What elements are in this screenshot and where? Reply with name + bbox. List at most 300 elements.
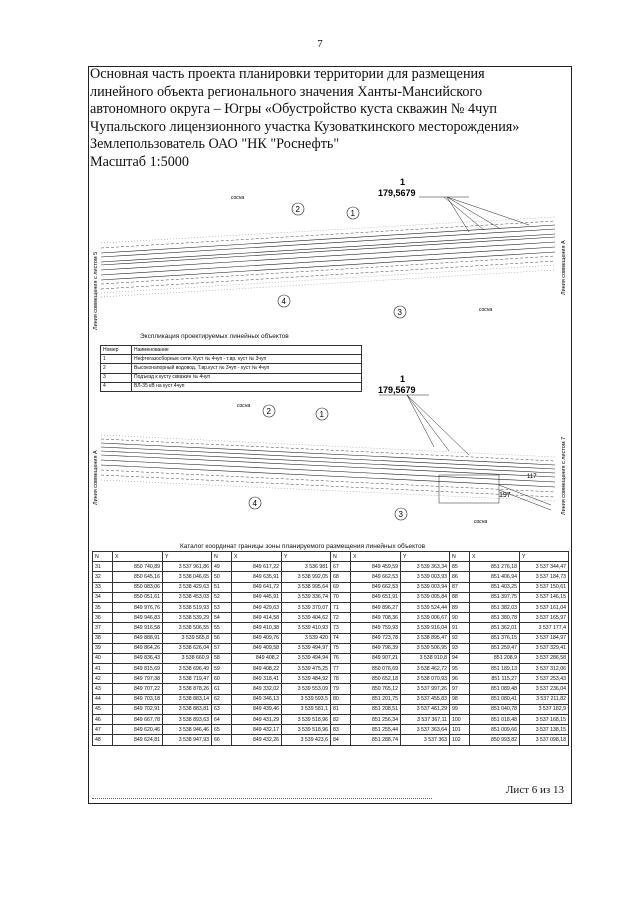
catalog-cell: 95 <box>450 664 470 674</box>
catalog-cell: 3 538 453,03 <box>163 592 212 602</box>
legend-cell: Нефтегазосборные сети. Куст № 4чуп - т.вр. куст № 3чуп <box>132 355 362 364</box>
catalog-cell: 71 <box>331 602 351 612</box>
catalog-cell: 849 707,22 <box>113 684 163 694</box>
header-line: Основная часть проекта планировки территории для размещения <box>90 66 485 82</box>
catalog-cell: 851 376,15 <box>470 633 520 643</box>
legend-cell: 2 <box>101 364 132 373</box>
catalog-cell: 3 539 494,94 <box>282 653 331 663</box>
catalog-cell: 851 208,51 <box>351 704 401 714</box>
catalog-cell: 3 539 518,96 <box>282 725 331 735</box>
catalog-cell: 3 538 895,47 <box>401 633 450 643</box>
catalog-cell: 851 089,48 <box>470 684 520 694</box>
catalog-cell: 3 539 005,84 <box>401 592 450 602</box>
catalog-cell: 3 537 461,29 <box>401 704 450 714</box>
catalog-row <box>93 582 569 592</box>
catalog-cell: 61 <box>212 684 232 694</box>
legend <box>100 333 362 392</box>
catalog-cell: 63 <box>212 704 232 714</box>
catalog-cell: 849 318,41 <box>232 674 282 684</box>
catalog-cell: 3 538 626,04 <box>163 643 212 653</box>
catalog-cell: 851 189,13 <box>470 664 520 674</box>
top-right-margin-label: Линия совмещения А <box>561 240 567 295</box>
catalog-cell: 3 539 494,97 <box>282 643 331 653</box>
bottom-fragment <box>93 374 567 525</box>
catalog-cell: 3 537 363,64 <box>401 725 450 735</box>
catalog-cell: 3 537 161,04 <box>520 602 569 612</box>
catalog-cell: 86 <box>450 572 470 582</box>
catalog-cell: 67 <box>331 562 351 572</box>
catalog-cell: 850 083,06 <box>113 582 163 592</box>
catalog-cell: 3 539 518,96 <box>282 715 331 725</box>
catalog-cell: 35 <box>93 602 113 612</box>
catalog-cell: 849 896,27 <box>351 602 401 612</box>
catalog-row <box>93 725 569 735</box>
catalog-header-cell: X <box>470 552 520 562</box>
catalog-cell: 3 537 211,82 <box>520 694 569 704</box>
catalog-cell: 850 076,69 <box>351 664 401 674</box>
catalog-cell: 849 439,46 <box>232 704 282 714</box>
catalog-cell: 849 620,46 <box>113 725 163 735</box>
catalog-cell: 77 <box>331 664 351 674</box>
catalog-row <box>93 572 569 582</box>
catalog-cell: 3 537 182,9 <box>520 704 569 714</box>
catalog-cell: 851 115,27 <box>470 674 520 684</box>
legend-cell: 1 <box>101 355 132 364</box>
top-marker-3 <box>394 306 406 318</box>
catalog-cell: 849 445,91 <box>232 592 282 602</box>
catalog-cell: 3 537 455,83 <box>401 694 450 704</box>
top-marker-1 <box>347 207 359 219</box>
catalog-cell: 849 431,29 <box>232 715 282 725</box>
header-line: линейного объекта регионального значения Ханты-Мансийского <box>90 83 483 100</box>
catalog-cell: 78 <box>331 674 351 684</box>
catalog-cell: 849 408,2 <box>232 653 282 663</box>
catalog-cell: 3 539 006,67 <box>401 613 450 623</box>
catalog-cell: 48 <box>93 735 113 745</box>
catalog-cell: 89 <box>450 602 470 612</box>
catalog-row <box>93 623 569 633</box>
catalog-cell: 849 641,72 <box>232 582 282 592</box>
catalog-cell: 64 <box>212 715 232 725</box>
legend-header: Наименование <box>132 346 362 355</box>
catalog-header-cell: Y <box>163 552 212 562</box>
catalog-cell: 851 040,78 <box>470 704 520 714</box>
catalog-cell: 3 539 593,5 <box>282 694 331 704</box>
catalog-header-cell: Y <box>520 552 569 562</box>
top-callout-value: 179,5679 <box>378 188 416 198</box>
catalog-cell: 851 018,48 <box>470 715 520 725</box>
catalog-cell: 3 539 363,34 <box>401 562 450 572</box>
catalog-cell: 3 537 098,18 <box>520 735 569 745</box>
catalog-cell: 3 538 660,9 <box>163 653 212 663</box>
marker-label: 1 <box>350 209 355 218</box>
catalog-cell: 3 539 410,93 <box>282 623 331 633</box>
catalog-cell: 849 723,78 <box>351 633 401 643</box>
catalog-cell: 34 <box>93 592 113 602</box>
catalog-row <box>93 684 569 694</box>
catalog-cell: 850 740,89 <box>113 562 163 572</box>
catalog-cell: 33 <box>93 582 113 592</box>
catalog-cell: 97 <box>450 684 470 694</box>
bottom-right-margin-label: Линия совмещения с листом 7 <box>561 436 567 515</box>
catalog-cell: 82 <box>331 715 351 725</box>
catalog-cell: 94 <box>450 653 470 663</box>
header-line: автономного округа – Югры «Обустройство куста скважин № 4чуп <box>90 101 497 118</box>
catalog-row <box>93 613 569 623</box>
catalog-cell: 851 382,03 <box>470 602 520 612</box>
catalog-cell: 849 409,76 <box>232 633 282 643</box>
catalog-cell: 3 537 312,06 <box>520 664 569 674</box>
catalog-cell: 42 <box>93 674 113 684</box>
catalog-cell: 849 815,69 <box>113 664 163 674</box>
catalog-cell: 3 539 581,1 <box>282 704 331 714</box>
marker-label: 3 <box>397 308 402 317</box>
catalog-cell: 43 <box>93 684 113 694</box>
catalog-cell: 3 537 165,97 <box>520 613 569 623</box>
bottom-marker-1 <box>316 408 328 420</box>
catalog-cell: 3 538 519,93 <box>163 602 212 612</box>
catalog-cell: 3 537 150,61 <box>520 582 569 592</box>
catalog-cell: 849 796,39 <box>351 643 401 653</box>
bottom-marker-4 <box>249 497 261 509</box>
catalog-cell: 850 652,18 <box>351 674 401 684</box>
catalog-cell: 47 <box>93 725 113 735</box>
catalog-cell: 850 765,12 <box>351 684 401 694</box>
marker-label: 1 <box>319 410 324 419</box>
catalog-cell: 3 539 003,93 <box>401 572 450 582</box>
catalog-cell: 59 <box>212 664 232 674</box>
page-number: 7 <box>317 38 323 50</box>
coordinate-catalog <box>92 551 569 746</box>
catalog-cell: 3 537 329,41 <box>520 643 569 653</box>
catalog-cell: 849 332,02 <box>232 684 282 694</box>
marker-label: 2 <box>295 205 300 214</box>
catalog-row <box>93 602 569 612</box>
catalog-cell: 44 <box>93 694 113 704</box>
catalog-cell: 849 946,83 <box>113 613 163 623</box>
catalog-header-cell: X <box>232 552 282 562</box>
catalog-cell: 31 <box>93 562 113 572</box>
catalog-cell: 851 259,47 <box>470 643 520 653</box>
catalog-cell: 3 539 404,62 <box>282 613 331 623</box>
catalog-cell: 50 <box>212 572 232 582</box>
catalog-cell: 850 993,82 <box>470 735 520 745</box>
catalog-cell: 849 408,22 <box>232 664 282 674</box>
catalog-cell: 849 432,26 <box>232 735 282 745</box>
catalog-header-cell: X <box>351 552 401 562</box>
catalog-row <box>93 704 569 714</box>
catalog-header-cell: N <box>450 552 470 562</box>
catalog-body <box>93 562 569 745</box>
catalog-cell: 849 410,38 <box>232 623 282 633</box>
catalog-cell: 849 976,76 <box>113 602 163 612</box>
catalog-cell: 75 <box>331 643 351 653</box>
bottom-callout-value: 179,5679 <box>378 385 416 395</box>
catalog-cell: 851 201,75 <box>351 694 401 704</box>
catalog-cell: 849 459,59 <box>351 562 401 572</box>
header-line: Чупальского лицензионного участка Кузоваткинского месторождения» <box>90 118 520 135</box>
catalog-cell: 3 539 003,94 <box>401 582 450 592</box>
catalog-cell: 85 <box>450 562 470 572</box>
catalog-cell: 849 708,36 <box>351 613 401 623</box>
catalog-cell: 850 051,61 <box>113 592 163 602</box>
bottom-callout-number: 1 <box>400 374 406 384</box>
bottom-small-label: сосна <box>237 403 251 409</box>
catalog-cell: 92 <box>450 633 470 643</box>
bottom-left-margin-label: Линия совмещения А <box>93 450 99 505</box>
catalog-cell: 80 <box>331 694 351 704</box>
catalog-cell: 49 <box>212 562 232 572</box>
catalog-cell: 849 624,81 <box>113 735 163 745</box>
catalog-cell: 849 662,53 <box>351 572 401 582</box>
catalog-cell: 45 <box>93 704 113 714</box>
catalog-cell: 79 <box>331 684 351 694</box>
catalog-cell: 849 702,91 <box>113 704 163 714</box>
legend-row <box>101 364 362 373</box>
catalog-cell: 101 <box>450 725 470 735</box>
catalog-cell: 3 538 462,72 <box>401 664 450 674</box>
catalog-cell: 32 <box>93 572 113 582</box>
catalog-cell: 3 539 506,95 <box>401 643 450 653</box>
catalog-cell: 70 <box>331 592 351 602</box>
catalog-cell: 53 <box>212 602 232 612</box>
catalog-cell: 849 662,53 <box>351 582 401 592</box>
catalog-cell: 36 <box>93 613 113 623</box>
catalog-cell: 850 645,16 <box>113 572 163 582</box>
catalog-cell: 102 <box>450 735 470 745</box>
catalog-cell: 3 537 253,43 <box>520 674 569 684</box>
catalog-cell: 3 538 946,46 <box>163 725 212 735</box>
catalog-cell: 54 <box>212 613 232 623</box>
header-line: Масштаб 1:5000 <box>90 153 189 170</box>
catalog-cell: 96 <box>450 674 470 684</box>
catalog-header-cell: N <box>331 552 351 562</box>
catalog-cell: 849 667,78 <box>113 715 163 725</box>
sheet-label: Лист 6 из 13 <box>505 784 564 796</box>
catalog-cell: 851 406,94 <box>470 572 520 582</box>
catalog-cell: 851 208,9 <box>470 653 520 663</box>
catalog-cell: 851 362,01 <box>470 623 520 633</box>
catalog-row <box>93 562 569 572</box>
legend-cell: ВЛ-35 кВ на куст 4чуп <box>132 382 362 391</box>
catalog-table <box>92 551 569 746</box>
catalog-cell: 37 <box>93 623 113 633</box>
catalog-cell: 3 539 475,25 <box>282 664 331 674</box>
catalog-cell: 51 <box>212 582 232 592</box>
catalog-cell: 3 537 997,26 <box>401 684 450 694</box>
catalog-row <box>93 653 569 663</box>
catalog-cell: 851 255,44 <box>351 725 401 735</box>
catalog-row <box>93 664 569 674</box>
top-marker-2 <box>292 203 304 215</box>
catalog-cell: 55 <box>212 623 232 633</box>
legend-row <box>101 373 362 382</box>
catalog-cell: 3 537 146,15 <box>520 592 569 602</box>
catalog-cell: 851 256,34 <box>351 715 401 725</box>
catalog-cell: 91 <box>450 623 470 633</box>
top-small-label: сосна <box>231 195 245 201</box>
document-header <box>90 66 570 172</box>
legend-cell: Высоконапорный водовод. Т.вр.куст № 3чуп - куст № 4чуп <box>132 364 362 373</box>
catalog-cell: 3 538 883,14 <box>163 694 212 704</box>
legend-table <box>100 345 362 392</box>
catalog-header-cell: Y <box>282 552 331 562</box>
catalog-cell: 3 537 168,15 <box>520 715 569 725</box>
catalog-cell: 56 <box>212 633 232 643</box>
catalog-cell: 98 <box>450 694 470 704</box>
catalog-row <box>93 715 569 725</box>
catalog-cell: 3 537 177,4 <box>520 623 569 633</box>
catalog-cell: 3 538 947,93 <box>163 735 212 745</box>
top-callout-number: 1 <box>400 177 406 187</box>
catalog-cell: 3 537 184,73 <box>520 572 569 582</box>
catalog-header-cell: N <box>93 552 113 562</box>
catalog-cell: 3 538 992,05 <box>282 572 331 582</box>
catalog-cell: 93 <box>450 643 470 653</box>
catalog-cell: 60 <box>212 674 232 684</box>
catalog-row <box>93 694 569 704</box>
catalog-title: Каталог координат границы зоны планируемого размещения линейных объектов <box>180 543 426 550</box>
catalog-cell: 3 538 696,49 <box>163 664 212 674</box>
catalog-cell: 3 539 370,07 <box>282 602 331 612</box>
top-marker-4 <box>278 295 290 307</box>
catalog-cell: 849 836,43 <box>113 653 163 663</box>
catalog-row <box>93 735 569 745</box>
catalog-cell: 849 635,91 <box>232 572 282 582</box>
catalog-cell: 76 <box>331 653 351 663</box>
catalog-cell: 83 <box>331 725 351 735</box>
catalog-row <box>93 643 569 653</box>
legend-header: Номер <box>101 346 132 355</box>
catalog-cell: 3 537 286,58 <box>520 653 569 663</box>
catalog-cell: 87 <box>450 582 470 592</box>
catalog-cell: 3 538 995,64 <box>282 582 331 592</box>
catalog-cell: 3 538 893,63 <box>163 715 212 725</box>
catalog-cell: 851 403,25 <box>470 582 520 592</box>
catalog-cell: 69 <box>331 582 351 592</box>
catalog-cell: 88 <box>450 592 470 602</box>
catalog-cell: 849 703,18 <box>113 694 163 704</box>
catalog-row <box>93 633 569 643</box>
catalog-cell: 3 539 524,44 <box>401 602 450 612</box>
catalog-cell: 3 538 506,55 <box>163 623 212 633</box>
catalog-cell: 849 617,22 <box>232 562 282 572</box>
catalog-cell: 3 539 423,6 <box>282 735 331 745</box>
top-left-margin-label: Линия совмещения с листом 5 <box>93 251 99 330</box>
catalog-cell: 851 397,75 <box>470 592 520 602</box>
catalog-cell: 52 <box>212 592 232 602</box>
catalog-cell: 3 538 070,93 <box>401 674 450 684</box>
catalog-cell: 849 409,58 <box>232 643 282 653</box>
catalog-cell: 3 538 910,8 <box>401 653 450 663</box>
catalog-cell: 3 539 553,09 <box>282 684 331 694</box>
catalog-cell: 3 538 883,81 <box>163 704 212 714</box>
bottom-small-label: сосна <box>474 519 488 525</box>
catalog-header-row <box>93 552 569 562</box>
catalog-header-cell: N <box>212 552 232 562</box>
legend-cell: Подъезд к кусту скважин № 4чуп <box>132 373 362 382</box>
catalog-cell: 849 651,91 <box>351 592 401 602</box>
catalog-cell: 3 537 363 <box>401 735 450 745</box>
catalog-cell: 3 539 336,74 <box>282 592 331 602</box>
dotted-rule <box>92 798 432 799</box>
catalog-cell: 3 538 539,29 <box>163 613 212 623</box>
catalog-cell: 3 538 878,26 <box>163 684 212 694</box>
catalog-cell: 849 797,38 <box>113 674 163 684</box>
catalog-cell: 849 888,91 <box>113 633 163 643</box>
catalog-cell: 90 <box>450 613 470 623</box>
catalog-cell: 3 537 961,86 <box>163 562 212 572</box>
legend-cell: 4 <box>101 382 132 391</box>
catalog-cell: 68 <box>331 572 351 582</box>
catalog-cell: 66 <box>212 735 232 745</box>
catalog-cell: 57 <box>212 643 232 653</box>
catalog-cell: 849 759,93 <box>351 623 401 633</box>
catalog-cell: 3 537 236,04 <box>520 684 569 694</box>
marker-label: 4 <box>252 499 257 508</box>
catalog-cell: 65 <box>212 725 232 735</box>
catalog-cell: 3 539 420 <box>282 633 331 643</box>
catalog-cell: 74 <box>331 633 351 643</box>
catalog-cell: 851 288,74 <box>351 735 401 745</box>
top-small-label: сосна <box>479 307 493 313</box>
catalog-cell: 3 539 484,92 <box>282 674 331 684</box>
header-line: Землепользователь ОАО "НК "Роснефть" <box>90 136 340 153</box>
marker-label: 2 <box>266 407 271 416</box>
catalog-cell: 849 916,58 <box>113 623 163 633</box>
catalog-cell: 849 346,13 <box>232 694 282 704</box>
bottom-small-label: 117 <box>527 474 537 480</box>
catalog-cell: 849 432,17 <box>232 725 282 735</box>
catalog-cell: 100 <box>450 715 470 725</box>
bottom-small-label: 197 <box>499 492 511 499</box>
bottom-marker-2 <box>263 405 275 417</box>
catalog-cell: 849 864,26 <box>113 643 163 653</box>
catalog-row <box>93 674 569 684</box>
legend-row <box>101 382 362 391</box>
marker-label: 3 <box>398 510 403 519</box>
catalog-cell: 81 <box>331 704 351 714</box>
catalog-cell: 851 380,78 <box>470 613 520 623</box>
catalog-cell: 851 080,41 <box>470 694 520 704</box>
catalog-cell: 3 538 429,63 <box>163 582 212 592</box>
legend-cell: 3 <box>101 373 132 382</box>
catalog-row <box>93 592 569 602</box>
catalog-cell: 38 <box>93 633 113 643</box>
marker-label: 4 <box>281 297 286 306</box>
catalog-cell: 3 539 916,04 <box>401 623 450 633</box>
catalog-cell: 62 <box>212 694 232 704</box>
catalog-cell: 851 009,66 <box>470 725 520 735</box>
catalog-cell: 3 538 719,47 <box>163 674 212 684</box>
catalog-cell: 3 537 367,11 <box>401 715 450 725</box>
catalog-cell: 3 537 138,15 <box>520 725 569 735</box>
catalog-cell: 851 276,18 <box>470 562 520 572</box>
legend-row <box>101 355 362 364</box>
catalog-cell: 72 <box>331 613 351 623</box>
catalog-cell: 3 537 184,97 <box>520 633 569 643</box>
catalog-cell: 3 538 046,65 <box>163 572 212 582</box>
catalog-cell: 99 <box>450 704 470 714</box>
catalog-cell: 40 <box>93 653 113 663</box>
top-fragment <box>93 177 567 330</box>
catalog-cell: 849 907,21 <box>351 653 401 663</box>
catalog-cell: 3 537 344,47 <box>520 562 569 572</box>
catalog-cell: 58 <box>212 653 232 663</box>
catalog-cell: 3 536 981 <box>282 562 331 572</box>
catalog-cell: 41 <box>93 664 113 674</box>
catalog-header-cell: X <box>113 552 163 562</box>
